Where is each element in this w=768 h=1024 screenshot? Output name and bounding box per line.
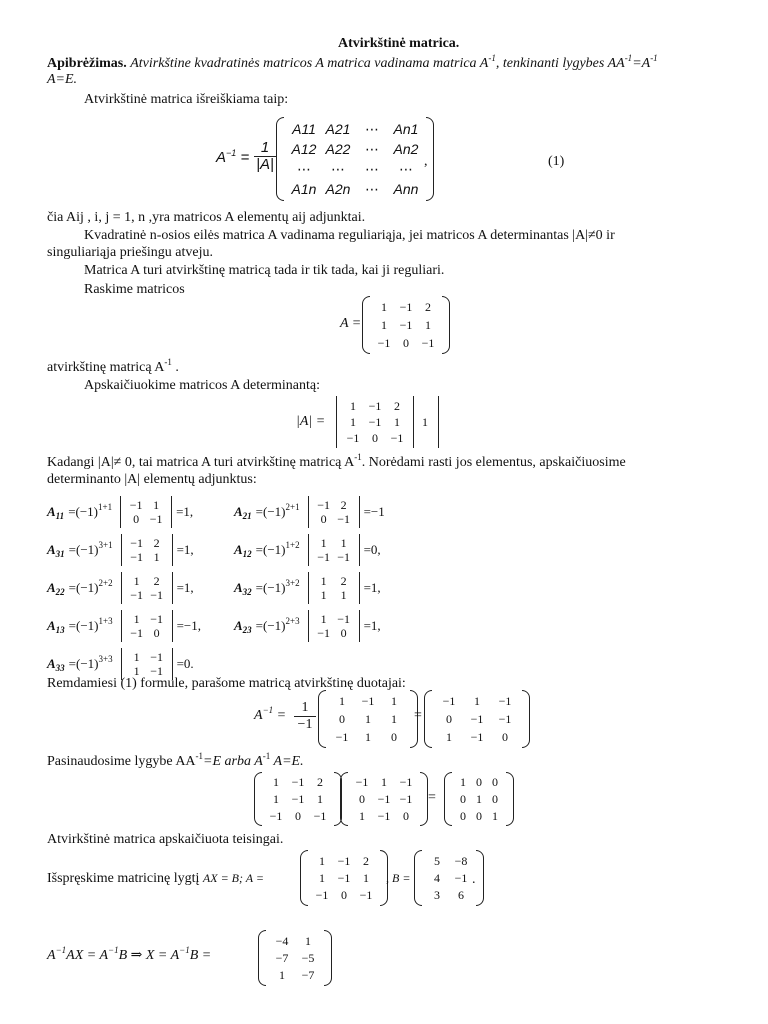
- cofactor-a31: $A_{31}$ $=(-1)^{3+1}$ −1 2 −1 1 =1,: [47, 534, 194, 566]
- cofactor-minor-cell: 1: [320, 535, 327, 550]
- theorem: Matrica A turi atvirkštinę matricą tada ir tik tada, kai ji reguliari.: [84, 263, 445, 278]
- cofactor-minor-cell: −1: [337, 511, 350, 526]
- cofactor-label: $A_{32}$: [234, 580, 252, 597]
- check-equals: =: [428, 790, 436, 805]
- expression-intro: Atvirkštinė matrica išreiškiama taip:: [84, 92, 289, 107]
- check-a-cell: 1: [273, 775, 279, 790]
- check-inv-cell: −1: [399, 791, 413, 806]
- det-cell: −1: [346, 431, 360, 445]
- check-a-cell: −1: [291, 775, 305, 790]
- formula1-cell: A21: [325, 121, 351, 137]
- adjugate-cell: 1: [391, 694, 397, 708]
- definition-end: A=E.: [47, 72, 78, 87]
- matrix-a-cell: 2: [425, 300, 431, 314]
- formula1-tag: (1): [548, 154, 565, 169]
- check-a-cell: 1: [273, 791, 279, 806]
- cofactor-minor-cell: 0: [340, 625, 347, 640]
- formula1-cell: ⋯: [399, 161, 413, 177]
- check-a-cell: −1: [269, 808, 283, 823]
- identity-cell: 0: [492, 791, 498, 806]
- final-equation: $A^{-1}AX = A^{-1}B$ ⇒ $X = A^{-1}B$ =: [47, 945, 212, 963]
- matrix-b-cell: 5: [434, 853, 440, 868]
- cofactor-minor-cell: 2: [340, 497, 347, 512]
- solve-a-cell: 1: [363, 870, 369, 885]
- identity-cell: 1: [492, 808, 498, 823]
- identity-matrix: [444, 772, 514, 826]
- cofactor-result: =−1,: [176, 618, 201, 633]
- det-cell: 2: [394, 399, 400, 413]
- formula1-cell: A1n: [291, 181, 317, 197]
- b-period: .: [472, 872, 476, 887]
- inverse-cell: −1: [470, 712, 484, 726]
- det-value: 1: [422, 415, 428, 429]
- cofactor-minor-cell: 1: [320, 611, 327, 626]
- cofactor-minor-cell: 1: [320, 587, 327, 602]
- since-text: Kadangi |A|≠ 0, tai matrica A turi atvirkštinę matricą $A^{-1}$. Norėdami rasti jos elementus, apskaičiuosime: [47, 452, 626, 470]
- cofactor-a23: $A_{23}$ $=(-1)^{2+3}$ 1 −1 −1 0 =1,: [234, 610, 381, 642]
- cofactor-label: $A_{13}$: [47, 618, 65, 635]
- cofactor-a11: $A_{11}$ $=(-1)^{1+1}$ −1 1 0 −1 =1,: [47, 496, 193, 528]
- cofactor-result: =1,: [363, 580, 381, 595]
- cofactor-minor-cell: −1: [317, 497, 330, 512]
- formula1-cell: Ann: [393, 181, 419, 197]
- identity-cell: 0: [476, 808, 482, 823]
- cofactor-a33: $A_{33}$ $=(-1)^{3+3}$ 1 −1 1 −1 =0.: [47, 648, 194, 680]
- formula1-cell: ⋯: [365, 141, 379, 157]
- check-a-cell: 2: [317, 775, 323, 790]
- matrix-a-cell: −1: [399, 318, 413, 332]
- formula1-coef: $\frac{1}{|A|}$: [254, 140, 276, 173]
- cofactor-minor-cell: 0: [153, 625, 160, 640]
- check-inv-cell: 0: [359, 791, 365, 806]
- cofactor-minor-cell: 1: [153, 549, 160, 564]
- cofactor-minor-cell: −1: [317, 549, 330, 564]
- det-matrix: [334, 396, 416, 448]
- formula1-matrix: [276, 117, 434, 201]
- solve-a-cell: 1: [319, 853, 325, 868]
- cofactor-minor-cell: 1: [340, 587, 347, 602]
- solve-a-cell: 1: [319, 870, 325, 885]
- inverse-cell: −1: [498, 694, 512, 708]
- cofactor-minor-cell: −1: [149, 511, 163, 526]
- matrix-a-cell: −1: [399, 300, 413, 314]
- det-cell: 1: [350, 415, 356, 429]
- check-a-cell: 1: [317, 791, 323, 806]
- cofactor-a12: $A_{12}$ $=(-1)^{1+2}$ 1 1 −1 −1 =0,: [234, 534, 381, 566]
- det-cell: 1: [350, 399, 356, 413]
- identity-cell: 0: [492, 775, 498, 790]
- cofactor-result: =1,: [363, 618, 381, 633]
- identity-cell: 1: [460, 775, 466, 790]
- matrix-b-cell: 4: [434, 870, 440, 885]
- det-cell: −1: [368, 415, 382, 429]
- cofactor-minor-cell: 1: [340, 535, 347, 550]
- cofactor-result: =1,: [176, 580, 194, 595]
- cofactor-label: $A_{11}$: [47, 504, 65, 521]
- using-formula: Remdamiesi (1) formule, parašome matricą atvirkštinę duotajai:: [47, 676, 406, 691]
- check-matrix-inv: [340, 772, 428, 826]
- det-cell: −1: [390, 431, 404, 445]
- inverse-cell: −1: [470, 730, 484, 744]
- adjugate-cell: 0: [339, 712, 345, 726]
- cofactor-minor-cell: −1: [150, 611, 163, 626]
- cofactor-minor-cell: 1: [153, 497, 160, 512]
- cofactor-minor-cell: 2: [153, 535, 160, 550]
- cofactor-minor-cell: −1: [150, 663, 163, 678]
- matrix-a: [362, 296, 450, 354]
- matrix-x-cell: −7: [275, 950, 289, 965]
- check-inv-cell: 1: [381, 775, 387, 790]
- cofactor-minor-cell: −1: [150, 587, 163, 602]
- adjugate-cell: 1: [391, 712, 397, 726]
- formula1-cell: ⋯: [365, 121, 379, 137]
- cofactor-a22: $A_{22}$ $=(-1)^{2+2}$ 1 2 −1 −1 =1,: [47, 572, 194, 604]
- cofactor-label: $A_{21}$: [234, 504, 252, 521]
- verified-text: Atvirkštinė matrica apskaičiuota teisingai.: [47, 832, 284, 847]
- adjugate-cell: −1: [361, 694, 375, 708]
- inverse-cell: 0: [502, 730, 508, 744]
- formula1-cell: An1: [393, 121, 419, 137]
- cofactor-minor-cell: 0: [320, 511, 327, 526]
- cofactor-label: $A_{12}$: [234, 542, 252, 559]
- check-inv-cell: −1: [399, 775, 413, 790]
- adjugate-cell: 0: [391, 730, 397, 744]
- formula1-cell: A2n: [325, 181, 351, 197]
- matrix-a-cell: 1: [381, 300, 387, 314]
- formula1-comma: ,: [424, 154, 428, 169]
- check-inv-cell: 0: [403, 808, 409, 823]
- matrix-b-cell: 3: [434, 888, 440, 903]
- check-inv-cell: −1: [377, 808, 391, 823]
- check-inv-cell: 1: [359, 808, 365, 823]
- adjugate-cell: 1: [339, 694, 345, 708]
- inverse-lhs: $A^{-1}$ =: [254, 705, 287, 723]
- solve-text: Išspręskime matricinę lygtį AX = B; A =: [47, 871, 264, 886]
- cofactor-result: =0,: [363, 542, 381, 557]
- matrix-a-cell: −1: [377, 336, 391, 350]
- solve-a-cell: −1: [315, 888, 329, 903]
- cofactor-a21: $A_{21}$ $=(-1)^{2+1}$ −1 2 0 −1 =−1: [234, 496, 385, 528]
- cofactor-minor-cell: −1: [150, 649, 163, 664]
- cofactor-label: $A_{31}$: [47, 542, 65, 559]
- cofactor-minor-cell: 2: [340, 573, 347, 588]
- det-cell: 1: [394, 415, 400, 429]
- cofactor-line: čia Aij , i, j = 1, n ,yra matricos A elementų aij adjunktai.: [47, 210, 366, 225]
- matrix-b-cell: −8: [454, 853, 468, 868]
- matrix-a-cell: −1: [421, 336, 435, 350]
- check-text: Pasinaudosime lygybe $AA^{-1}=E$ arba $A^{-1}$ A=E.: [47, 751, 304, 769]
- formula1-cell: An2: [393, 141, 419, 157]
- b-label: , B =: [386, 871, 411, 885]
- cofactor-minor-cell: 1: [320, 573, 327, 588]
- det-cell: −1: [368, 399, 382, 413]
- solve-a-cell: −1: [337, 870, 351, 885]
- solve-a-cell: −1: [359, 888, 373, 903]
- cofactor-minor-cell: −1: [130, 625, 143, 640]
- identity-cell: 1: [476, 791, 482, 806]
- det-outer-bar: [436, 396, 441, 448]
- matrix-x-cell: −7: [301, 968, 315, 983]
- matrix-x-cell: −4: [275, 933, 289, 948]
- inverse-of-text: atvirkštinę matricą $A^{-1}$ .: [47, 357, 179, 375]
- cofactor-result: =0.: [176, 656, 194, 671]
- inverse-cell: 1: [446, 730, 452, 744]
- det-cell: 0: [372, 431, 378, 445]
- matrix-b-cell: −1: [454, 870, 468, 885]
- equals-sign: =: [414, 708, 422, 723]
- formula1-cell: A22: [325, 141, 351, 157]
- cofactor-minor-cell: 2: [153, 573, 160, 588]
- matrix-a-cell: 1: [425, 318, 431, 332]
- cofactor-a32: $A_{32}$ $=(-1)^{3+2}$ 1 2 1 1 =1,: [234, 572, 381, 604]
- definition-line: [47, 53, 658, 72]
- inverse-matrix: [424, 690, 530, 748]
- cofactor-minor-cell: −1: [317, 625, 330, 640]
- cofactor-label: $A_{23}$: [234, 618, 252, 635]
- adjugate-cell: 1: [365, 712, 371, 726]
- matrix-x: [258, 930, 332, 986]
- matrix-x-cell: 1: [305, 933, 311, 948]
- definition-text: Atvirkštine kvadratinės matricos A matrica vadinama matrica $A^{-1}$, tenkinanti lygybes $AA^{-1}=A^{-1}$: [130, 53, 658, 71]
- cofactor-result: =1,: [176, 504, 194, 519]
- det-label: |A| =: [296, 414, 326, 429]
- matrix-b-cell: 6: [458, 888, 464, 903]
- check-inv-cell: −1: [377, 791, 391, 806]
- formula1-cell: A12: [291, 141, 317, 157]
- formula1-cell: ⋯: [331, 161, 345, 177]
- regular-definition: Kvadratinė n-osios eilės matrica A vadinama reguliariąja, jei matricos A determinantas |A|≠0 ir: [84, 228, 615, 243]
- since-text-cont: determinanto |A| elementų adjunktus:: [47, 472, 257, 487]
- matrix-x-cell: 1: [279, 968, 285, 983]
- identity-cell: 0: [460, 808, 466, 823]
- matrix-x-cell: −5: [301, 950, 315, 965]
- solve-matrix-a: [300, 850, 388, 906]
- solve-a-cell: 0: [341, 888, 347, 903]
- formula1-cell: ⋯: [297, 161, 311, 177]
- cofactor-minor-cell: 1: [133, 573, 140, 588]
- formula1-cell: A11: [292, 121, 316, 137]
- check-a-cell: −1: [313, 808, 327, 823]
- cofactor-label: $A_{22}$: [47, 580, 65, 597]
- cofactor-minor-cell: −1: [130, 587, 143, 602]
- check-a-cell: −1: [291, 791, 305, 806]
- matrix-a-cell: 1: [381, 318, 387, 332]
- formula1-cell: ⋯: [365, 161, 379, 177]
- regular-definition-cont: singuliariąja priešingu atveju.: [47, 245, 214, 260]
- inverse-coef: $\frac{1}{-1}$: [294, 700, 316, 733]
- inverse-cell: 1: [474, 694, 480, 708]
- definition-label: Apibrėžimas.: [47, 56, 127, 71]
- cofactor-a13: $A_{13}$ $=(-1)^{1+3}$ 1 −1 −1 0 =−1,: [47, 610, 201, 642]
- formula1-cell: ⋯: [365, 181, 379, 197]
- adjugate-matrix: [318, 690, 418, 748]
- check-inv-cell: −1: [355, 775, 369, 790]
- cofactor-minor-cell: 1: [133, 663, 140, 678]
- cofactor-minor-cell: −1: [129, 497, 143, 512]
- matrix-a-cell: 0: [403, 336, 409, 350]
- inverse-cell: 0: [446, 712, 452, 726]
- cofactor-minor-cell: −1: [130, 549, 143, 564]
- solve-a-cell: 2: [363, 853, 369, 868]
- compute-determinant: Apskaičiuokime matricos A determinantą:: [84, 378, 320, 393]
- page-title: Atvirkštinė matrica.: [338, 36, 460, 51]
- matrix-a-label: A =: [340, 316, 362, 331]
- adjugate-cell: −1: [335, 730, 349, 744]
- solve-a-cell: −1: [337, 853, 351, 868]
- cofactor-minor-cell: 0: [133, 511, 140, 526]
- cofactor-result: =−1: [363, 504, 385, 519]
- adjugate-cell: 1: [365, 730, 371, 744]
- cofactor-minor-cell: 1: [133, 649, 140, 664]
- identity-cell: 0: [476, 775, 482, 790]
- cofactor-minor-cell: −1: [130, 535, 143, 550]
- identity-cell: 0: [460, 791, 466, 806]
- cofactor-result: =1,: [176, 542, 194, 557]
- check-matrix-a: [254, 772, 342, 826]
- inverse-cell: −1: [498, 712, 512, 726]
- find-inverse: Raskime matricos: [84, 282, 185, 297]
- formula1-lhs: $A^{-1}$ =: [216, 148, 250, 166]
- cofactor-minor-cell: −1: [337, 549, 350, 564]
- check-a-cell: 0: [295, 808, 301, 823]
- cofactor-minor-cell: −1: [337, 611, 350, 626]
- inverse-cell: −1: [442, 694, 456, 708]
- cofactor-minor-cell: 1: [133, 611, 140, 626]
- cofactor-label: $A_{33}$: [47, 656, 65, 673]
